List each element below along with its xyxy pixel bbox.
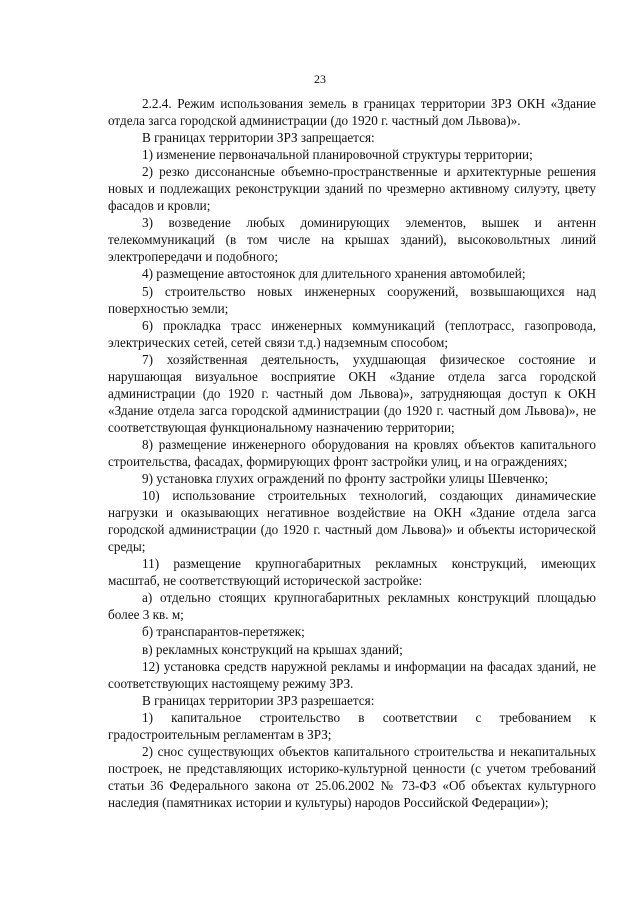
list-item: 12) установка средств наружной рекламы и информации на фасадах зданий, не соответствующих настоящему режиму ЗРЗ. bbox=[108, 658, 596, 691]
list-item: 8) размещение инженерного оборудования на кровлях объектов капитального строительства, фасадах, формирующих фронт застройки улиц, и на ограждениях; bbox=[108, 436, 596, 469]
list-item: 7) хозяйственная деятельность, ухудшающая физическое состояние и нарушающая визуальное восприятие ОКН «Здание отдела загса городской администрации (до 1920 г. частный дом Львова)», затрудняющая доступ к ОКН «Здание отдела загса городской администрации (до 1920 г. частный дом Львова)», не соответствующая функциональному назначению территории; bbox=[108, 351, 596, 435]
list-item: 1) изменение первоначальной планировочной структуры территории; bbox=[142, 147, 533, 163]
sub-list-item: а) отдельно стоящих крупногабаритных рекламных конструкций площадью более 3 кв. м; bbox=[108, 590, 596, 623]
prohibitions-intro: В границах территории ЗРЗ запрещается: bbox=[142, 130, 375, 146]
section-heading-paragraph: 2.2.4. Режим использования земель в границах территории ЗРЗ ОКН «Здание отдела загса городской администрации (до 1920 г. частный дом Львова)». bbox=[108, 96, 596, 129]
page-number: 23 bbox=[314, 72, 326, 86]
sub-list-item: в) рекламных конструкций на крышах зданий; bbox=[142, 641, 403, 657]
list-item: 5) строительство новых инженерных сооружений, возвышающихся над поверхностью земли; bbox=[108, 283, 596, 316]
list-item: 11) размещение крупногабаритных рекламных конструкций, имеющих масштаб, не соответствующий исторической застройке: bbox=[108, 556, 596, 589]
list-item: 2) снос существующих объектов капитального строительства и некапитальных построек, не представляющих историко-культурной ценности (с учетом требований статьи 36 Федерального закона от 25.06.2002 № 73-ФЗ «Об объектах культурного наследия (памятниках истории и культуры) народов Российской Федерации»); bbox=[108, 743, 596, 810]
permissions-intro: В границах территории ЗРЗ разрешается: bbox=[142, 692, 375, 708]
list-item: 6) прокладка трасс инженерных коммуникаций (теплотрасс, газопровода, электрических сетей, сетей связи т.д.) надземным способом; bbox=[108, 317, 596, 350]
list-item: 1) капитальное строительство в соответствии с требованием к градостроительным регламентам в ЗРЗ; bbox=[108, 709, 596, 742]
list-item: 4) размещение автостоянок для длительного хранения автомобилей; bbox=[142, 266, 526, 282]
list-item: 10) использование строительных технологий, создающих динамические нагрузки и оказывающих негативное воздействие на ОКН «Здание отдела загса городской администрации (до 1920 г. частный дом Львова)» и объекты исторической среды; bbox=[108, 488, 596, 555]
sub-list-item: б) транспарантов-перетяжек; bbox=[142, 624, 305, 640]
list-item: 2) резко диссонансные объемно-пространственные и архитектурные решения новых и подлежащих реконструкции зданий по чрезмерно активному силуэту, цвету фасадов и кровли; bbox=[108, 164, 596, 214]
list-item: 3) возведение любых доминирующих элементов, вышек и антенн телекоммуникаций (в том числе на крышах зданий), высоковольтных линий электропередачи и подобного; bbox=[108, 215, 596, 265]
list-item: 9) установка глухих ограждений по фронту застройки улицы Шевченко; bbox=[142, 471, 549, 487]
document-body bbox=[108, 95, 596, 811]
